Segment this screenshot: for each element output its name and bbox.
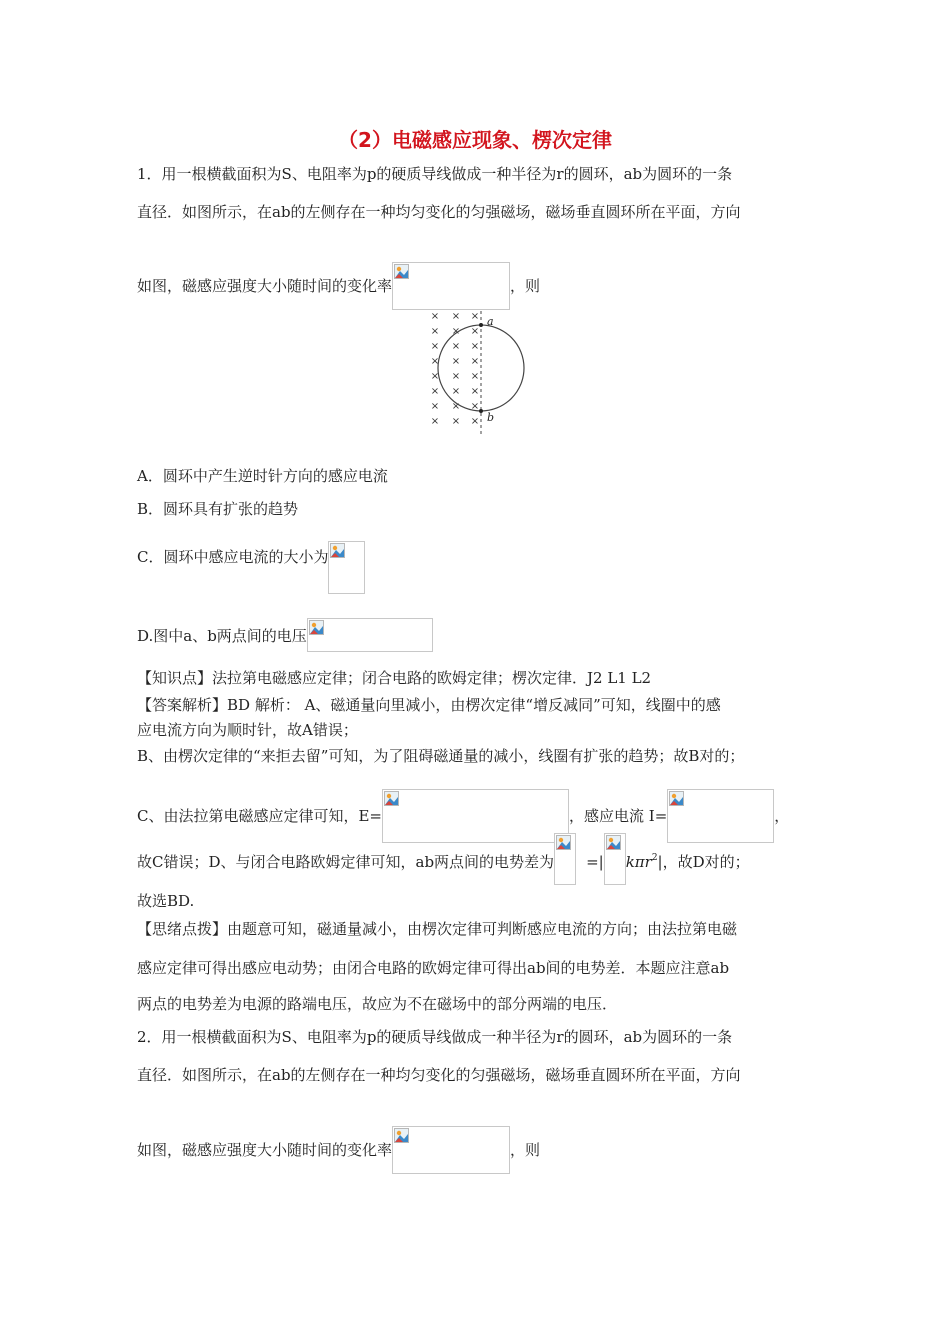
field-mark: × bbox=[470, 356, 480, 367]
analysis-line-3: B、由楞次定律的“来拒去留”可知，为了阻碍磁通量的减小，线圈有扩张的趋势；故B对的； bbox=[137, 747, 745, 765]
field-mark: × bbox=[470, 341, 480, 352]
knowledge-point: 【知识点】法拉第电磁感应定律；闭合电路的欧姆定律；楞次定律．J2 L1 L2 bbox=[137, 669, 652, 687]
broken-image-icon bbox=[330, 543, 345, 558]
option-d bbox=[137, 625, 433, 652]
formula-image-voltage bbox=[307, 618, 433, 652]
analysis-line-1: 【答案解析】BD 解析： A、磁通量向里减小，由楞次定律“增反减同”可知，线圈中的感 bbox=[137, 696, 721, 714]
tips-line-1: 【思绪点拨】由题意可知，磁通量减小，由楞次定律可判断感应电流的方向；由法拉第电磁 bbox=[137, 920, 738, 938]
broken-image-icon bbox=[556, 835, 571, 850]
field-mark: × bbox=[470, 416, 480, 427]
q1-line-1: 1．用一根横截面积为S、电阻率为p的硬质导线做成一种半径为r的圆环，ab为圆环的一条 bbox=[137, 165, 733, 183]
analysis-5-text-d: |，故D对的； bbox=[657, 853, 750, 871]
broken-image-icon bbox=[394, 264, 409, 279]
analysis-line-5 bbox=[137, 848, 750, 885]
formula-image-rate-q2 bbox=[392, 1126, 510, 1174]
field-mark: × bbox=[430, 371, 440, 382]
analysis-5-text-b: =| bbox=[586, 853, 604, 871]
option-c bbox=[137, 546, 365, 594]
point-b bbox=[479, 409, 483, 413]
q2-line-1: 2．用一根横截面积为S、电阻率为p的硬质导线做成一种半径为r的圆环，ab为圆环的一条 bbox=[137, 1028, 733, 1046]
analysis-4-text-c: ， bbox=[774, 807, 790, 825]
field-mark: × bbox=[430, 416, 440, 427]
formula-image-current bbox=[328, 541, 365, 594]
field-mark: × bbox=[430, 356, 440, 367]
analysis-4-text-b: ，感应电流 I= bbox=[569, 807, 668, 825]
formula-image-emf bbox=[382, 789, 569, 843]
option-d-text: D.图中a、b两点间的电压 bbox=[137, 627, 307, 645]
q1-line-3-text: 如图，磁感应强度大小随时间的变化率 bbox=[137, 277, 393, 295]
field-mark: × bbox=[451, 401, 461, 412]
formula-image-induced-current bbox=[667, 789, 774, 843]
analysis-5-superscript: 2 bbox=[651, 853, 658, 863]
option-b: B．圆环具有扩张的趋势 bbox=[137, 500, 299, 518]
formula-image-rate bbox=[392, 262, 510, 310]
q2-line-3 bbox=[137, 1126, 540, 1174]
label-b: b bbox=[487, 411, 495, 424]
broken-image-icon bbox=[384, 791, 399, 806]
tips-line-2: 感应定律可得出感应电动势；由闭合电路的欧姆定律可得出ab间的电势差．本题应注意ab bbox=[137, 959, 730, 977]
formula-image-potential-1 bbox=[554, 833, 576, 885]
broken-image-icon bbox=[394, 1128, 409, 1143]
field-mark: × bbox=[451, 326, 461, 337]
q1-line-3-tail: ，则 bbox=[510, 277, 541, 295]
field-mark: × bbox=[451, 356, 461, 367]
field-mark: × bbox=[430, 311, 440, 322]
broken-image-icon bbox=[309, 620, 324, 635]
q2-line-3-tail: ，则 bbox=[510, 1141, 541, 1159]
q1-line-3 bbox=[137, 262, 540, 310]
page-title: （2）电磁感应现象、楞次定律 bbox=[338, 128, 612, 152]
q2-line-3-text: 如图，磁感应强度大小随时间的变化率 bbox=[137, 1141, 393, 1159]
field-mark: × bbox=[430, 386, 440, 397]
analysis-line-6: 故选BD. bbox=[137, 892, 195, 910]
broken-image-icon bbox=[606, 835, 621, 850]
field-mark: × bbox=[451, 311, 461, 322]
analysis-line-2: 应电流方向为顺时针，故A错误； bbox=[137, 721, 358, 739]
field-mark: × bbox=[470, 326, 480, 337]
q1-line-2: 直径．如图所示，在ab的左侧存在一种均匀变化的匀强磁场，磁场垂直圆环所在平面，方向 bbox=[137, 203, 741, 221]
point-a bbox=[479, 323, 483, 327]
analysis-5-text-a: 故C错误；D、与闭合电路欧姆定律可知，ab两点间的电势差为 bbox=[137, 853, 555, 871]
field-mark: × bbox=[430, 341, 440, 352]
field-mark: × bbox=[470, 401, 480, 412]
field-mark: × bbox=[470, 311, 480, 322]
field-mark: × bbox=[451, 371, 461, 382]
magnetic-field-diagram bbox=[425, 305, 535, 435]
broken-image-icon bbox=[669, 791, 684, 806]
formula-image-potential-2 bbox=[604, 833, 626, 885]
option-a: A．圆环中产生逆时针方向的感应电流 bbox=[137, 467, 388, 485]
q2-line-2: 直径．如图所示，在ab的左侧存在一种均匀变化的匀强磁场，磁场垂直圆环所在平面，方向 bbox=[137, 1066, 741, 1084]
field-mark: × bbox=[470, 371, 480, 382]
tips-line-3: 两点的电势差为电源的路端电压，故应为不在磁场中的部分两端的电压． bbox=[137, 995, 618, 1013]
field-mark: × bbox=[470, 386, 480, 397]
field-mark: × bbox=[451, 416, 461, 427]
field-mark: × bbox=[430, 326, 440, 337]
analysis-line-4 bbox=[137, 789, 789, 843]
analysis-4-text-a: C、由法拉第电磁感应定律可知，E= bbox=[137, 807, 382, 825]
field-mark: × bbox=[430, 401, 440, 412]
option-c-text: C．圆环中感应电流的大小为 bbox=[137, 548, 329, 566]
analysis-5-text-c: kπr bbox=[625, 853, 652, 871]
label-a: a bbox=[487, 315, 494, 328]
field-mark: × bbox=[451, 386, 461, 397]
field-mark: × bbox=[451, 341, 461, 352]
